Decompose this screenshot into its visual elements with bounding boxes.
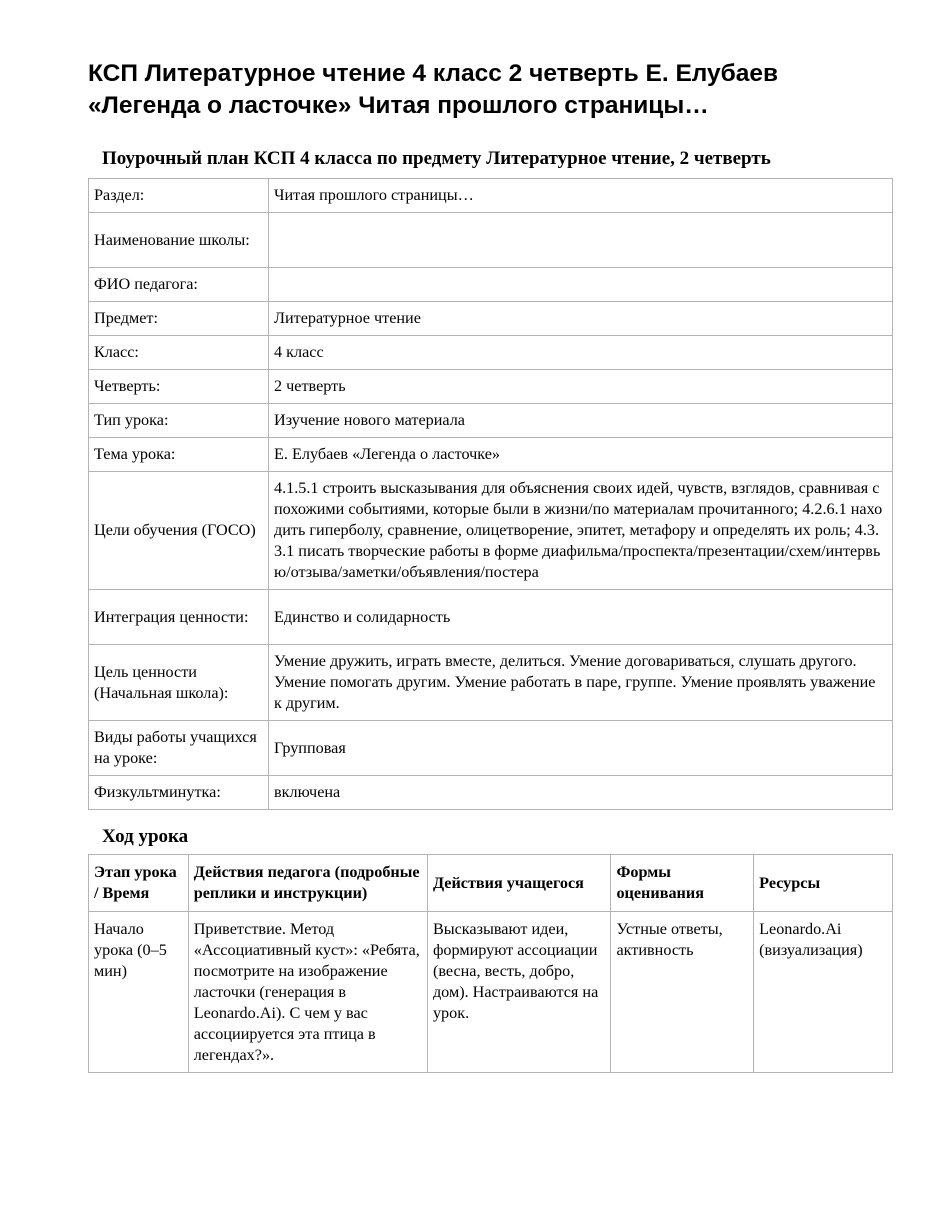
info-label: Тема урока:	[89, 438, 269, 472]
column-header-assessment: Формы оценивания	[611, 855, 754, 912]
info-label: Раздел:	[89, 179, 269, 213]
info-value: 4.1.5.1 строить высказывания для объяснения своих идей, чувств, взглядов, сравнивая с похожими событиями, которые были в жизни/по материалам прочитанного; 4.2.6.1 находить гиперболу, сравнение, олицетворение, эпитет, метафору и определять их роль; 4.3.3.1 писать творческие работы в форме диафильма/проспекта/презентации/схем/интервью/отзыва/заметки/объявления/постера	[269, 472, 893, 590]
info-value: Изучение нового материала	[269, 404, 893, 438]
info-value: Единство и солидарность	[269, 590, 893, 645]
info-label: Виды работы учащихся на уроке:	[89, 721, 269, 776]
lesson-progress-heading: Ход урока	[102, 826, 189, 847]
info-label: Интеграция ценности:	[89, 590, 269, 645]
info-value: включена	[269, 776, 893, 810]
plan-heading: Поурочный план КСП 4 класса по предмету Литературное чтение, 2 четверть	[102, 148, 771, 169]
info-value	[269, 213, 893, 268]
info-label: Предмет:	[89, 302, 269, 336]
info-value: Групповая	[269, 721, 893, 776]
info-label: Наименование школы:	[89, 213, 269, 268]
lesson-stage: Начало урока (0–5 мин)	[89, 912, 189, 1073]
info-label: Четверть:	[89, 370, 269, 404]
info-value: 4 класс	[269, 336, 893, 370]
info-label: Физкультминутка:	[89, 776, 269, 810]
lesson-row	[89, 912, 893, 1073]
info-row-lesson-type	[89, 404, 893, 438]
info-row-grade	[89, 336, 893, 370]
info-row-work-types	[89, 721, 893, 776]
info-row-goals	[89, 472, 893, 590]
document-title: КСП Литературное чтение 4 класс 2 четверть Е. Елубаев «Легенда о ласточке» Читая прошлого страницы…	[88, 60, 779, 119]
lesson-info-table	[88, 178, 893, 810]
info-value: Читая прошлого страницы…	[269, 179, 893, 213]
info-label: Тип урока:	[89, 404, 269, 438]
info-label: ФИО педагога:	[89, 268, 269, 302]
info-label: Класс:	[89, 336, 269, 370]
column-header-stage: Этап урока / Время	[89, 855, 189, 912]
info-row-physical-break	[89, 776, 893, 810]
info-label: Цели обучения (ГОСО)	[89, 472, 269, 590]
document-page	[88, 58, 893, 1073]
info-row-subject	[89, 302, 893, 336]
lesson-resources: Leonardo.Ai (визуализация)	[754, 912, 893, 1073]
info-row-section	[89, 179, 893, 213]
info-row-teacher	[89, 268, 893, 302]
lesson-teacher-actions: Приветствие. Метод «Ассоциативный куст»: «Ребята, посмотрите на изображение ласточки (генерация в Leonardo.Ai). С чем у вас ассоциируется эта птица в легендах?».	[188, 912, 427, 1073]
info-row-value-goal	[89, 645, 893, 721]
column-header-student-actions: Действия учащегося	[427, 855, 611, 912]
info-value: 2 четверть	[269, 370, 893, 404]
lesson-assessment: Устные ответы, активность	[611, 912, 754, 1073]
lesson-header-row	[89, 855, 893, 912]
info-value	[269, 268, 893, 302]
info-row-quarter	[89, 370, 893, 404]
lesson-student-actions: Высказывают идеи, формируют ассоциации (весна, весть, добро, дом). Настраиваются на урок.	[427, 912, 611, 1073]
column-header-teacher-actions: Действия педагога (подробные реплики и инструкции)	[188, 855, 427, 912]
info-label: Цель ценности (Начальная школа):	[89, 645, 269, 721]
lesson-progress-table	[88, 854, 893, 1073]
column-header-resources: Ресурсы	[754, 855, 893, 912]
info-row-school	[89, 213, 893, 268]
info-value: Е. Елубаев «Легенда о ласточке»	[269, 438, 893, 472]
info-value: Литературное чтение	[269, 302, 893, 336]
info-value: Умение дружить, играть вместе, делиться. Умение договариваться, слушать другого. Умение помогать другим. Умение работать в паре, группе. Умение проявлять уважение к другим.	[269, 645, 893, 721]
info-row-topic	[89, 438, 893, 472]
info-row-value-integration	[89, 590, 893, 645]
